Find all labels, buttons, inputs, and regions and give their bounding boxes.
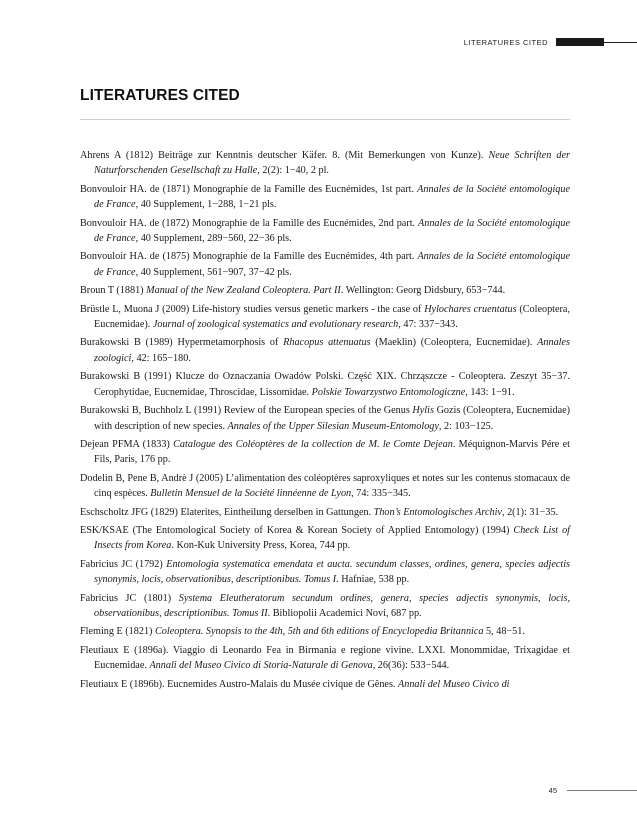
reference-segment: Bonvouloir HA. de (1875) Monographie de la Famille des Eucnémides, 4th part. [80, 251, 418, 263]
reference-italic-segment: Hylochares cruentatus [424, 303, 517, 315]
reference-segment: Burakowski B (1991) Klucze do Oznaczania Owadów Polski. Część XIX. Chrząszcze - Coleoptera. Zeszyt 35−37. Cerophytidae, Eucnemidae, Throscidae, Lissomidae. [80, 371, 570, 398]
reference-segment: , 47: 337−343. [398, 319, 458, 331]
reference-segment: Fleutiaux E (1896a). Viaggio di Leonardo Fea in Birmania e regione vivine. LXXI. Monommidae, Trixagidae et Eucnemidae. [80, 644, 570, 672]
reference-italic-segment: Annales de la Société entomologique de France [94, 251, 570, 278]
running-head-label: LITERATURES CITED [463, 37, 548, 47]
reference-segment: , 2: 103−125. [438, 420, 494, 432]
title-divider [80, 119, 570, 120]
reference-entry [80, 302, 570, 333]
reference-italic-segment: Annales de la Société entomologique de France [94, 183, 570, 211]
reference-segment: Fleutiaux E (1896b). Eucnemides Austro-Malais du Musée civique de Gênes. [80, 678, 399, 690]
reference-italic-segment: Entomologia systematica emendata et aucta. secundum classes, ordines, genera, species adjectis synonymis, locis, observationibus, descriptionibus. Tomus I [94, 558, 570, 586]
reference-entry [80, 624, 570, 639]
reference-segment: 5, 48−51. [483, 626, 525, 638]
reference-entry [80, 283, 570, 298]
reference-segment: Gozis (Coleoptera, Eucnemidae) with description of new species. [94, 405, 570, 432]
reference-segment: . Kon-Kuk University Press, Korea, 744 pp. [171, 540, 351, 552]
reference-italic-segment: Manual of the New Zealand Coleoptera. Part II [146, 285, 341, 297]
reference-italic-segment: Coleoptera. Synopsis to the 4th, 5th and 6th editions of Encyclopedia Britannica [154, 626, 484, 638]
reference-italic-segment: Annali del Museo Civico di Storia-Naturale di Genova [149, 660, 373, 672]
reference-italic-segment: Catalogue des Coléoptères de la collection de M. le Comte Dejean [173, 438, 453, 450]
reference-segment: ESK/KSAE (The Entomological Society of Korea & Korean Society of Applied Entomology) (1994) [80, 524, 514, 536]
reference-segment: Bonvouloir HA. de (1872) Monographie de la Famille des Eucnémides, 2nd part. [80, 217, 419, 229]
reference-italic-segment: Polskie Towarzystwo Entomologiczne [311, 386, 466, 398]
reference-segment: , 42: 165−180. [131, 352, 191, 364]
reference-italic-segment: Annali del Museo Civico di [398, 678, 510, 690]
reference-italic-segment: Systema Eleutheratorum secundum ordines, genera, species adjectis synonymis, locis, observationibus, descriptionibus. Tomus II [94, 592, 570, 619]
page-footer [549, 786, 637, 795]
reference-list [80, 148, 570, 695]
reference-entry [80, 591, 570, 622]
reference-entry [80, 182, 570, 213]
reference-italic-segment: Rhacopus attenuatus [283, 337, 371, 349]
reference-segment: Burakowski B, Buchholz L (1991) Review of the European species of the Genus [80, 405, 413, 417]
reference-segment: . Wellington: Georg Didsbury, 653−744. [340, 285, 506, 297]
reference-segment: . Méquignon-Marvis Pére et Fils, Paris, 176 pp. [94, 438, 570, 466]
reference-italic-segment: Annales of the Upper Silesian Museum-Entomology [227, 420, 439, 432]
reference-segment: . Bibliopolii Academici Novi, 687 pp. [267, 607, 422, 619]
reference-segment: Fleming E (1821) [80, 626, 155, 638]
reference-entry [80, 216, 570, 247]
reference-segment: , 40 Supplement, 561−907, 37−42 pls. [135, 266, 292, 278]
section-title: LITERATURES CITED [80, 87, 240, 104]
reference-segment: Burakowski B (1989) Hypermetamorphosis of [80, 337, 284, 349]
reference-italic-segment: Annales zoologici [94, 337, 570, 364]
reference-segment: , 2(2): 1−40, 2 pl. [257, 165, 329, 177]
reference-segment: Bonvouloir HA. de (1871) Monographie de la Famille des Eucnémides, 1st part. [80, 183, 418, 195]
reference-entry [80, 471, 570, 502]
reference-segment: (Maeklin) (Coleoptera, Eucnemidae). [370, 337, 538, 349]
reference-entry [80, 249, 570, 280]
running-head [464, 36, 637, 48]
reference-segment: Dejean PFMA (1833) [80, 438, 174, 450]
reference-segment: . Hafniae, 538 pp. [336, 574, 410, 586]
reference-segment: Brüstle L, Muona J (2009) Life-history studies versus genetic markers - the case of [80, 303, 425, 315]
reference-italic-segment: Check List of Insects from Korea [94, 524, 571, 552]
reference-segment: Broun T (1881) [80, 285, 147, 297]
reference-segment: , 74: 335−345. [351, 488, 411, 500]
reference-segment: Fabricius JC (1801) [80, 592, 179, 604]
reference-segment: , 26(36): 533−544. [372, 660, 450, 672]
reference-entry [80, 677, 570, 692]
reference-segment: Fabricius JC (1792) [80, 558, 167, 570]
reference-entry [80, 335, 570, 366]
reference-segment: , 40 Supplement, 289−560, 22−36 pls. [135, 233, 292, 245]
reference-italic-segment: Bulletin Mensuel de la Société linnéenne de Lyon [150, 488, 352, 500]
reference-segment: , 143: 1−91. [465, 386, 515, 398]
reference-entry [80, 369, 570, 400]
reference-segment: (Coleoptera, Eucnemidae). [94, 303, 570, 331]
reference-segment: , 40 Supplement, 1−288, 1−21 pls. [135, 199, 277, 211]
reference-entry [80, 505, 570, 520]
reference-segment: , 2(1): 31−35. [501, 506, 559, 518]
reference-entry [80, 643, 570, 674]
reference-italic-segment: Hylis [412, 405, 434, 417]
reference-segment: Dodelin B, Pene B, Andrè J (2005) L’alimentation des coléoptères saproxyliques et notes sur les contenus stomacaux de cinq espèces. [80, 472, 570, 500]
reference-italic-segment: Neue Schriften der Naturforschenden Gesellschaft zu Halle [94, 150, 570, 177]
page-number: 45 [548, 786, 557, 795]
reference-segment: Eschscholtz JFG (1829) Elaterites, Eintheilung derselben in Gattungen. [80, 506, 374, 518]
reference-italic-segment: Journal of zoological systematics and evolutionary research [152, 319, 399, 331]
reference-italic-segment: Thon’s Entomologisches Archiv [373, 506, 502, 518]
reference-segment: Ahrens A (1812) Beiträge zur Kenntnis deutscher Käfer. 8. (Mit Bemerkungen von Kunze). [80, 150, 489, 161]
reference-italic-segment: Annales de la Société entomologique de France [94, 217, 571, 245]
reference-entry [80, 148, 570, 179]
running-head-bar [556, 38, 604, 46]
running-head-rule [604, 42, 637, 43]
reference-entry [80, 557, 570, 588]
reference-entry [80, 437, 570, 468]
reference-entry [80, 403, 570, 434]
footer-rule [567, 790, 637, 791]
reference-entry [80, 523, 570, 554]
